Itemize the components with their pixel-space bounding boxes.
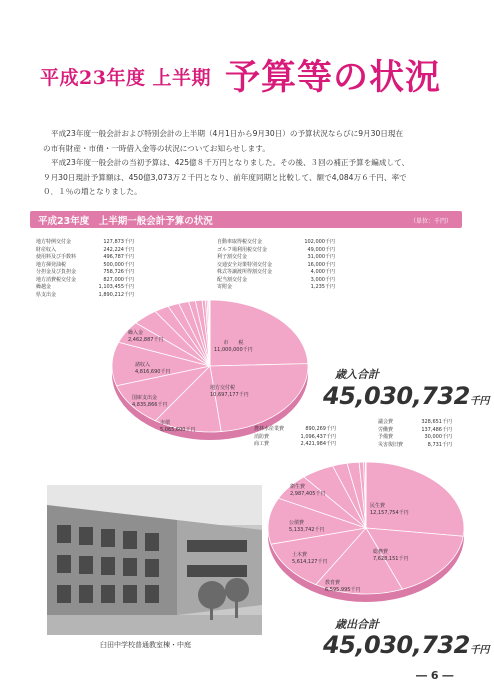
item-name: 寄附金 xyxy=(217,284,233,290)
item-name: 予備費 xyxy=(378,434,394,440)
item-value: 127,873千円 xyxy=(103,239,134,245)
slice-value: 10,697,177千円 xyxy=(210,392,249,398)
list-item xyxy=(36,254,134,262)
list-item xyxy=(378,427,452,435)
pie-label-shisai xyxy=(160,420,195,434)
pie-label-kofuzei xyxy=(210,385,249,399)
item-name: 災害復旧費 xyxy=(378,441,404,448)
slice-value: 5,133,742千円 xyxy=(289,527,325,533)
expense-minor-list-right xyxy=(378,419,452,449)
item-name: 地方揮発油税 xyxy=(36,261,67,268)
list-item xyxy=(254,441,336,449)
item-value: 2,421,984千円 xyxy=(300,441,336,447)
item-value: 16,000千円 xyxy=(307,261,335,268)
slice-value: 2,987,405千円 xyxy=(290,491,326,497)
item-value: 49,000千円 xyxy=(307,246,335,253)
total-amount: 45,030,732 xyxy=(323,631,470,659)
item-name: 使用料及び手数料 xyxy=(36,254,77,260)
intro-line: 平成23年度一般会計の当初予算は、425億８千万円となりました。その後、３回の補正予算を編成して、 xyxy=(51,158,410,167)
slice-name: 繰入金 xyxy=(128,330,144,336)
slice-name: 市債 xyxy=(160,420,171,426)
pie-label-shonyu xyxy=(135,362,170,376)
item-value: 31,000千円 xyxy=(307,254,335,260)
item-value: 496,787千円 xyxy=(103,254,134,260)
pie-label-eisei xyxy=(290,484,325,498)
slice-name: 民生費 xyxy=(370,503,386,509)
list-item xyxy=(36,284,134,292)
slice-name: 教育費 xyxy=(325,580,341,586)
pie-label-tax xyxy=(214,340,253,354)
intro-text xyxy=(43,127,463,200)
slice-name: 公債費 xyxy=(289,520,305,526)
list-item xyxy=(378,442,452,450)
list-item xyxy=(217,284,335,292)
item-value: 890,269千円 xyxy=(305,426,336,432)
item-value: 1,096,437千円 xyxy=(300,433,336,440)
pie-label-kurikomi xyxy=(128,330,163,344)
item-name: 議会費 xyxy=(378,419,394,425)
list-item xyxy=(217,239,335,247)
list-item xyxy=(217,269,335,277)
slice-name: 国庫支出金 xyxy=(132,395,158,401)
pie-label-kokko xyxy=(132,395,167,409)
item-name: ゴルフ場利用税交付金 xyxy=(217,246,268,253)
list-item xyxy=(36,277,134,285)
item-name: 地方消費税交付金 xyxy=(36,276,77,283)
slice-name: 地方交付税 xyxy=(210,385,236,391)
slice-name: 総務費 xyxy=(373,549,389,555)
photo-caption: 臼田中学校普通教室棟・中庭 xyxy=(100,641,191,649)
intro-line: 平成23年度一般会計および特別会計の上半期（4月1日から9月30日）の予算状況ならびに9月30日現在 xyxy=(51,129,404,138)
slice-value: 11,000,000千円 xyxy=(214,347,253,353)
revenue-minor-list-left xyxy=(36,239,134,299)
list-item xyxy=(36,247,134,255)
item-value: 1,103,455千円 xyxy=(98,284,134,290)
list-item xyxy=(217,277,335,285)
total-unit: 千円 xyxy=(469,396,489,407)
list-item xyxy=(378,419,452,427)
list-item xyxy=(36,262,134,270)
slice-value: 5,065,600千円 xyxy=(160,427,196,433)
slice-value: 4,816,690千円 xyxy=(135,369,171,375)
slice-name: 諸収入 xyxy=(135,362,151,368)
expense-pie-chart xyxy=(266,460,466,610)
list-item xyxy=(378,434,452,442)
item-name: 財産収入 xyxy=(36,246,57,253)
revenue-minor-list-right xyxy=(217,239,335,292)
item-name: 消防費 xyxy=(254,433,270,440)
expense-total-label: 歳出合計 xyxy=(335,618,379,631)
pie-label-kosai xyxy=(289,520,324,534)
item-name: 自動車取得税交付金 xyxy=(217,239,263,245)
item-name: 繰越金 xyxy=(36,284,52,290)
item-value: 3,000千円 xyxy=(310,276,335,283)
slice-value: 4,835,866千円 xyxy=(132,402,168,408)
item-value: 4,000千円 xyxy=(310,269,335,275)
item-value: 827,000千円 xyxy=(103,276,134,283)
item-value: 1,890,212千円 xyxy=(98,291,134,298)
item-name: 労働費 xyxy=(378,426,394,433)
item-value: 8,731千円 xyxy=(427,441,452,448)
item-value: 242,224千円 xyxy=(103,246,134,253)
unit-label: （単位：千円） xyxy=(410,218,453,225)
intro-line: ０．１％の増となりました。 xyxy=(43,187,142,196)
item-value: 30,000千円 xyxy=(424,434,452,440)
item-name: 農林水産業費 xyxy=(254,426,285,432)
item-name: 地方特例交付金 xyxy=(36,239,72,245)
item-value: 1,235千円 xyxy=(310,284,335,290)
pie-slice-民生費 xyxy=(366,462,464,536)
expense-minor-list-left xyxy=(254,426,336,449)
intro-line: ９月30日現計予算額は、450億3,073万２千円となり、前年度同期と比較して、額で4,084万６千円、率で xyxy=(43,172,407,182)
item-value: 328,651千円 xyxy=(421,419,452,425)
list-item xyxy=(36,239,134,247)
intro-line: の市有財産・市債・一時借入金等の状況についてお知らせします。 xyxy=(43,143,270,153)
item-name: 県支出金 xyxy=(36,291,57,298)
item-name: 株式等譲渡所得割交付金 xyxy=(217,269,273,275)
slice-name: 市 税 xyxy=(223,340,244,346)
item-value: 102,000千円 xyxy=(304,239,335,245)
item-name: 交通安全対策特別交付金 xyxy=(217,261,273,268)
page-title: 予算等の状況 xyxy=(225,57,442,98)
slice-value: 6,595,995千円 xyxy=(325,587,361,593)
slice-value: 12,157,754千円 xyxy=(370,510,409,516)
list-item xyxy=(36,269,134,277)
slice-value: 2,462,887千円 xyxy=(128,337,164,343)
revenue-total-label: 歳入合計 xyxy=(335,368,379,381)
item-name: 分担金及び負担金 xyxy=(36,269,77,275)
school-building-photo xyxy=(47,485,262,635)
pie-label-doboku xyxy=(292,552,327,566)
item-name: 商工費 xyxy=(254,441,270,447)
slice-name: 土木費 xyxy=(292,552,308,558)
section-title: 平成23年度 上半期一般会計予算の状況 xyxy=(38,216,213,227)
pie-label-minsei xyxy=(370,503,409,517)
pie-label-somu xyxy=(373,549,408,563)
item-value: 137,486千円 xyxy=(421,426,452,433)
pie-label-kyoiku xyxy=(325,580,360,594)
item-name: 利子割交付金 xyxy=(217,254,248,260)
title-period: 平成23年度 上半期 xyxy=(40,67,212,89)
slice-name: 衛生費 xyxy=(290,484,306,490)
slice-value: 7,628,151千円 xyxy=(373,556,409,562)
pie-slice-市税 xyxy=(210,300,308,366)
expense-total-value xyxy=(323,631,489,659)
item-value: 758,726千円 xyxy=(103,269,134,275)
item-value: 500,000千円 xyxy=(103,261,134,268)
list-item xyxy=(254,426,336,434)
list-item xyxy=(254,434,336,442)
list-item xyxy=(217,262,335,270)
list-item xyxy=(217,247,335,255)
page-number: ― 6 ― xyxy=(416,669,454,682)
item-name: 配当割交付金 xyxy=(217,276,248,283)
slice-value: 5,614,127千円 xyxy=(292,559,328,565)
revenue-total-value xyxy=(323,382,489,410)
total-unit: 千円 xyxy=(469,645,489,656)
list-item xyxy=(217,254,335,262)
total-amount: 45,030,732 xyxy=(323,382,470,410)
building-illustration xyxy=(47,485,262,635)
